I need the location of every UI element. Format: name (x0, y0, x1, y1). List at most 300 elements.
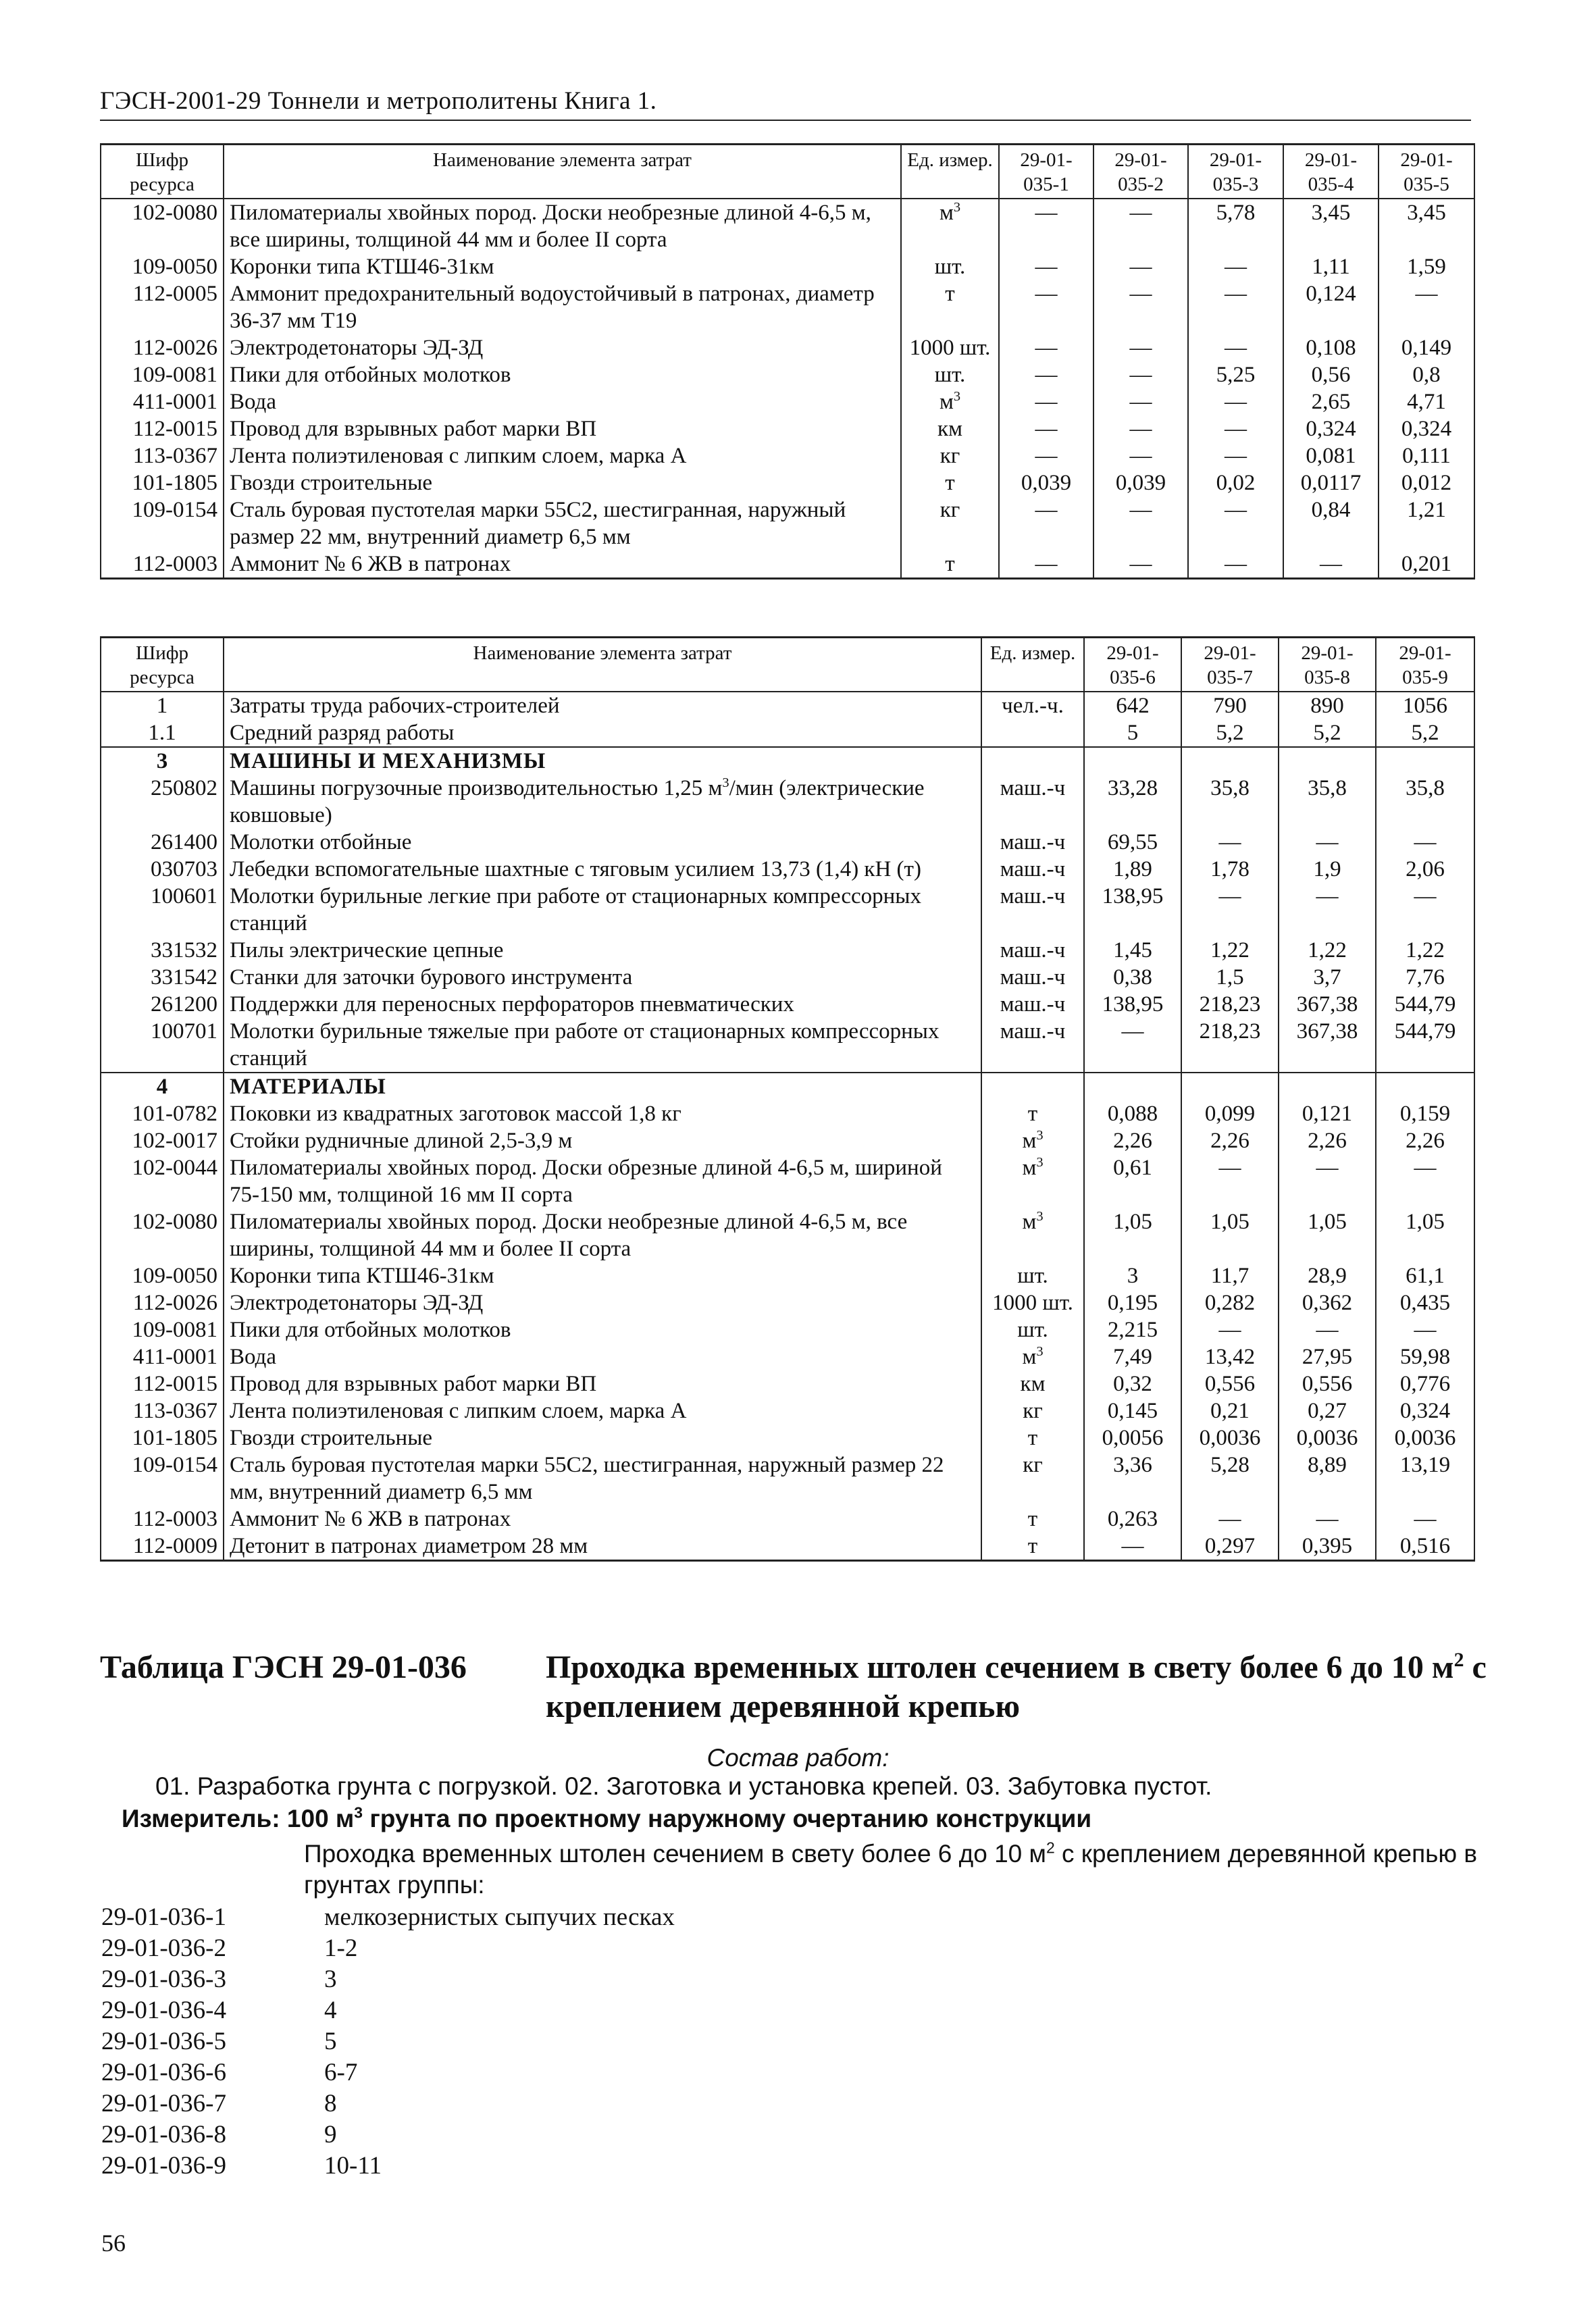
section-row (101, 747, 1474, 775)
rate-value: — (1376, 1506, 1474, 1533)
table-row (101, 1316, 1474, 1343)
resource-name: Лента полиэтиленовая с липким слоем, марка А (224, 442, 901, 469)
resource-code: 113-0367 (101, 1397, 224, 1424)
unit: кг (981, 1397, 1084, 1424)
item-desc: 4 (324, 1997, 337, 2024)
rate-value: 544,79 (1376, 1018, 1474, 1073)
rate-value: — (1093, 415, 1188, 442)
resource-table-035-6-9 (100, 636, 1475, 1562)
rate-value: 13,42 (1181, 1343, 1279, 1370)
table-title: Проходка временных штолен сечением в свету более 6 до 10 $м^2$ с креплением деревянной крепью (546, 1649, 1487, 1724)
table-row (101, 829, 1474, 856)
col-header-rate: 29-01-035-6 (1084, 638, 1181, 692)
rate-value: 7,76 (1376, 964, 1474, 991)
table-row (101, 1533, 1474, 1561)
resource-name: Молотки отбойные (224, 829, 981, 856)
rate-value (1084, 747, 1181, 775)
resource-name: Провод для взрывных работ марки ВП (224, 415, 901, 442)
rate-value: 0,324 (1376, 1397, 1474, 1424)
section-row (101, 1073, 1474, 1100)
rate-value: — (1093, 334, 1188, 361)
table-row (101, 1370, 1474, 1397)
unit: $м^3$ (901, 388, 999, 415)
resource-name: Пики для отбойных молотков (224, 1316, 981, 1343)
rate-value: 3 (1084, 1262, 1181, 1289)
rate-value: 2,06 (1376, 856, 1474, 883)
col-header-code: Шифр ресурса (101, 145, 224, 199)
rate-value: — (1093, 442, 1188, 469)
rate-value: 0,108 (1283, 334, 1379, 361)
resource-code: 109-0154 (101, 496, 224, 550)
resource-code: 100601 (101, 883, 224, 937)
table-row (101, 692, 1474, 719)
table-row (101, 469, 1474, 496)
rate-value: — (1279, 1154, 1376, 1208)
rate-value: 8,89 (1279, 1451, 1376, 1506)
table-row (101, 1100, 1474, 1127)
unit: т (981, 1100, 1084, 1127)
table-row (101, 280, 1474, 334)
resource-code: 101-1805 (101, 1424, 224, 1451)
rate-value: 0,0056 (1084, 1424, 1181, 1451)
unit: шт. (981, 1316, 1084, 1343)
rate-value: — (1283, 550, 1379, 579)
rate-value: 1,05 (1376, 1208, 1474, 1262)
unit: т (981, 1424, 1084, 1451)
resource-code: 250802 (101, 775, 224, 829)
rate-value: 1,22 (1279, 937, 1376, 964)
unit: км (981, 1370, 1084, 1397)
composition-text: 01. Разработка грунта с погрузкой. 02. Заготовка и установка крепей. 03. Забутовка пустот. (155, 1772, 1212, 1800)
resource-name: Коронки типа КТШ46-31км (224, 1262, 981, 1289)
rate-value: — (1188, 388, 1283, 415)
rate-value: 0,0036 (1279, 1424, 1376, 1451)
rate-value: 35,8 (1181, 775, 1279, 829)
unit: кг (981, 1451, 1084, 1506)
rate-value (1376, 747, 1474, 775)
table-row (101, 415, 1474, 442)
table-row (101, 883, 1474, 937)
item-desc: 1-2 (324, 1934, 358, 1962)
resource-name: Электродетонаторы ЭД-ЗД (224, 1289, 981, 1316)
rate-value: 69,55 (1084, 829, 1181, 856)
resource-name: Электродетонаторы ЭД-ЗД (224, 334, 901, 361)
unit (981, 1073, 1084, 1100)
rate-value: 4,71 (1379, 388, 1474, 415)
rate-value: 2,26 (1279, 1127, 1376, 1154)
unit: т (981, 1506, 1084, 1533)
resource-code: 1 (101, 692, 224, 719)
resource-code: 101-0782 (101, 1100, 224, 1127)
page-header: ГЭСН-2001-29 Тоннели и метрополитены Книга 1. (100, 86, 1471, 121)
rate-value: — (999, 388, 1093, 415)
resource-code: 112-0026 (101, 1289, 224, 1316)
item-code: 29-01-036-9 (101, 2152, 226, 2180)
rate-value: 0,039 (999, 469, 1093, 496)
table-row (101, 856, 1474, 883)
table-row (101, 388, 1474, 415)
measure-unit: Измеритель: 100 $м^3$ грунта по проектному наружному очертанию конструкции (122, 1803, 1092, 1832)
rate-value: 1,05 (1181, 1208, 1279, 1262)
rate-value: 0,0036 (1376, 1424, 1474, 1451)
col-header-rate: 29-01-035-1 (999, 145, 1093, 199)
table-row (101, 1154, 1474, 1208)
resource-code: 3 (101, 747, 224, 775)
rate-value: — (999, 361, 1093, 388)
resource-name: Пилы электрические цепные (224, 937, 981, 964)
rate-value: 0,02 (1188, 469, 1283, 496)
rate-value: — (999, 496, 1093, 550)
rate-value: 544,79 (1376, 991, 1474, 1018)
rate-value: — (1181, 1316, 1279, 1343)
resource-name: Гвозди строительные (224, 469, 901, 496)
rate-value: 35,8 (1376, 775, 1474, 829)
rate-value: — (1093, 496, 1188, 550)
table-row (101, 1424, 1474, 1451)
rate-value (1084, 1073, 1181, 1100)
rate-value: — (1093, 550, 1188, 579)
rate-value: 5,2 (1376, 719, 1474, 747)
list-item (101, 2057, 675, 2088)
rate-value: 0,556 (1279, 1370, 1376, 1397)
col-header-rate: 29-01-035-8 (1279, 638, 1376, 692)
unit: т (981, 1533, 1084, 1561)
rate-value: — (1376, 1316, 1474, 1343)
rate-value: — (1093, 388, 1188, 415)
unit: маш.-ч (981, 991, 1084, 1018)
rate-value: 1,45 (1084, 937, 1181, 964)
rate-value: 5,28 (1181, 1451, 1279, 1506)
table-row (101, 775, 1474, 829)
resource-name: Коронки типа КТШ46-31км (224, 253, 901, 280)
rate-value: — (1084, 1533, 1181, 1561)
unit: шт. (981, 1262, 1084, 1289)
resource-code: 411-0001 (101, 1343, 224, 1370)
list-item (101, 1995, 675, 2026)
rate-value: 0,124 (1283, 280, 1379, 334)
rate-value: — (1188, 496, 1283, 550)
rate-value: 0,099 (1181, 1100, 1279, 1127)
list-item (101, 1964, 675, 1995)
resource-name: Вода (224, 388, 901, 415)
rate-value: — (1181, 883, 1279, 937)
table-row (101, 991, 1474, 1018)
rate-value: 1,05 (1084, 1208, 1181, 1262)
rate-value: 367,38 (1279, 1018, 1376, 1073)
rate-value: 2,26 (1181, 1127, 1279, 1154)
unit: $м^3$ (901, 199, 999, 253)
unit: маш.-ч (981, 883, 1084, 937)
col-header-rate: 29-01-035-4 (1283, 145, 1379, 199)
rate-value (1181, 747, 1279, 775)
rate-value: 3,36 (1084, 1451, 1181, 1506)
resource-name: Гвозди строительные (224, 1424, 981, 1451)
col-header-name: Наименование элемента затрат (224, 145, 901, 199)
resource-name: Поковки из квадратных заготовок массой 1,8 кг (224, 1100, 981, 1127)
rate-value: — (999, 442, 1093, 469)
rate-value: — (1181, 829, 1279, 856)
rate-value: 35,8 (1279, 775, 1376, 829)
resource-code: 109-0050 (101, 253, 224, 280)
rate-value: — (1279, 829, 1376, 856)
resource-name: МАШИНЫ И МЕХАНИЗМЫ (224, 747, 981, 775)
rate-value: 3,7 (1279, 964, 1376, 991)
rate-value: 5,2 (1181, 719, 1279, 747)
table-row (101, 334, 1474, 361)
rate-value: — (999, 550, 1093, 579)
list-item (101, 2026, 675, 2057)
resource-name: Детонит в патронах диаметром 28 мм (224, 1533, 981, 1561)
rate-value: 28,9 (1279, 1262, 1376, 1289)
unit: кг (901, 442, 999, 469)
resource-name: Машины погрузочные производительностью 1,25 $м^3$/мин (электрические ковшовые) (224, 775, 981, 829)
rate-value: 2,26 (1376, 1127, 1474, 1154)
resource-name: Затраты труда рабочих-строителей (224, 692, 981, 719)
rate-value: 790 (1181, 692, 1279, 719)
rate-value: 27,95 (1279, 1343, 1376, 1370)
rate-value: — (1376, 883, 1474, 937)
item-code: 29-01-036-1 (101, 1903, 226, 1931)
item-code: 29-01-036-6 (101, 2059, 226, 2086)
unit: маш.-ч (981, 856, 1084, 883)
rate-value: — (1181, 1154, 1279, 1208)
unit: 1000 шт. (981, 1289, 1084, 1316)
rate-value: 218,23 (1181, 991, 1279, 1018)
rate-value: 7,49 (1084, 1343, 1181, 1370)
unit: кг (901, 496, 999, 550)
resource-name: Пиломатериалы хвойных пород. Доски обрезные длиной 4-6,5 м, шириной 75-150 мм, толщиной 16 мм II сорта (224, 1154, 981, 1208)
resource-code: 112-0026 (101, 334, 224, 361)
rate-value: 1,89 (1084, 856, 1181, 883)
rate-value: 1056 (1376, 692, 1474, 719)
composition-heading: Состав работ: (706, 1744, 890, 1772)
page-number: 56 (101, 2230, 126, 2257)
rate-value: 218,23 (1181, 1018, 1279, 1073)
rate-value: 0,012 (1379, 469, 1474, 496)
col-header-unit: Ед. измер. (901, 145, 999, 199)
rate-value: 0,282 (1181, 1289, 1279, 1316)
rate-value: 13,19 (1376, 1451, 1474, 1506)
col-header-unit: Ед. измер. (981, 638, 1084, 692)
rate-value: 2,215 (1084, 1316, 1181, 1343)
resource-code: 112-0015 (101, 1370, 224, 1397)
rate-value: — (999, 199, 1093, 253)
unit: маш.-ч (981, 937, 1084, 964)
item-desc: 9 (324, 2121, 337, 2149)
item-desc: 10-11 (324, 2152, 382, 2180)
resource-code: 109-0154 (101, 1451, 224, 1506)
resource-name: Пиломатериалы хвойных пород. Доски необрезные длиной 4-6,5 м, все ширины, толщиной 44 мм и более II сорта (224, 1208, 981, 1262)
rate-value: — (999, 253, 1093, 280)
rate-value: — (1093, 253, 1188, 280)
rate-value (1181, 1073, 1279, 1100)
resource-code: 4 (101, 1073, 224, 1100)
col-header-name: Наименование элемента затрат (224, 638, 981, 692)
resource-code: 331542 (101, 964, 224, 991)
resource-name: Сталь буровая пустотелая марки 55С2, шестигранная, наружный размер 22 мм, внутренний диаметр 6,5 мм (224, 1451, 981, 1506)
rate-value: 0,395 (1279, 1533, 1376, 1561)
resource-name: Пики для отбойных молотков (224, 361, 901, 388)
rate-value: 3,45 (1379, 199, 1474, 253)
resource-code: 109-0081 (101, 1316, 224, 1343)
rate-value: 0,0117 (1283, 469, 1379, 496)
col-header-rate: 29-01-035-3 (1188, 145, 1283, 199)
rate-value: 1,9 (1279, 856, 1376, 883)
unit: $м^3$ (981, 1154, 1084, 1208)
resource-code: 101-1805 (101, 469, 224, 496)
resource-name: Лента полиэтиленовая с липким слоем, марка А (224, 1397, 981, 1424)
rate-value: — (1379, 280, 1474, 334)
rate-value: — (1188, 415, 1283, 442)
rate-value: — (1279, 1506, 1376, 1533)
unit: $м^3$ (981, 1208, 1084, 1262)
rate-value: 0,111 (1379, 442, 1474, 469)
rate-value: 367,38 (1279, 991, 1376, 1018)
item-code: 29-01-036-7 (101, 2090, 226, 2117)
item-desc: 3 (324, 1965, 337, 1993)
resource-name: Аммонит № 6 ЖВ в патронах (224, 1506, 981, 1533)
resource-code: 102-0080 (101, 1208, 224, 1262)
rate-value: 0,8 (1379, 361, 1474, 388)
table-header-row (101, 145, 1474, 199)
resource-name: Провод для взрывных работ марки ВП (224, 1370, 981, 1397)
unit (981, 719, 1084, 747)
rate-value: 33,28 (1084, 775, 1181, 829)
resource-name: Стойки рудничные длиной 2,5-3,9 м (224, 1127, 981, 1154)
item-code: 29-01-036-8 (101, 2121, 226, 2149)
unit: т (901, 469, 999, 496)
rate-value: — (1084, 1018, 1181, 1073)
resource-code: 1.1 (101, 719, 224, 747)
unit: км (901, 415, 999, 442)
table-row (101, 442, 1474, 469)
resource-name: Молотки бурильные тяжелые при работе от стационарных компрессорных станций (224, 1018, 981, 1073)
resource-code: 112-0003 (101, 1506, 224, 1533)
rate-value: — (1188, 334, 1283, 361)
resource-code: 331532 (101, 937, 224, 964)
resource-code: 113-0367 (101, 442, 224, 469)
table-label: Таблица ГЭСН 29-01-036 (100, 1649, 467, 1685)
resource-code: 112-0015 (101, 415, 224, 442)
table-row (101, 1018, 1474, 1073)
resource-code: 261400 (101, 829, 224, 856)
rate-value: 0,324 (1379, 415, 1474, 442)
rate-value: 0,435 (1376, 1289, 1474, 1316)
rate-value: 890 (1279, 692, 1376, 719)
rate-value: 0,081 (1283, 442, 1379, 469)
resource-name: Пиломатериалы хвойных пород. Доски необрезные длиной 4-6,5 м, все ширины, толщиной 44 мм и более II сорта (224, 199, 901, 253)
rate-value: 2,26 (1084, 1127, 1181, 1154)
list-item (101, 2088, 675, 2119)
resource-table-035-1-5 (100, 143, 1475, 580)
item-code: 29-01-036-5 (101, 2028, 226, 2055)
table-row (101, 1397, 1474, 1424)
rate-value: 2,65 (1283, 388, 1379, 415)
resource-name: Средний разряд работы (224, 719, 981, 747)
table-row (101, 1451, 1474, 1506)
table-row (101, 937, 1474, 964)
rate-value: — (1181, 1506, 1279, 1533)
rate-value: — (1279, 1316, 1376, 1343)
table-row (101, 1506, 1474, 1533)
intro-text: Проходка временных штолен сечением в свету более 6 до 10 $м^2$ с креплением деревянной крепью в грунтах группы: (304, 1839, 1478, 1899)
rate-value: 1,59 (1379, 253, 1474, 280)
item-code: 29-01-036-3 (101, 1965, 226, 1993)
resource-name: Поддержки для переносных перфораторов пневматических (224, 991, 981, 1018)
table-row (101, 719, 1474, 747)
rate-value: 0,263 (1084, 1506, 1181, 1533)
rate-value: 5 (1084, 719, 1181, 747)
rate-value (1279, 747, 1376, 775)
resource-code: 411-0001 (101, 388, 224, 415)
table-row (101, 964, 1474, 991)
item-desc: 6-7 (324, 2059, 358, 2086)
rate-value: 642 (1084, 692, 1181, 719)
resource-code: 100701 (101, 1018, 224, 1073)
rate-value: 1,11 (1283, 253, 1379, 280)
resource-code: 030703 (101, 856, 224, 883)
item-code: 29-01-036-2 (101, 1934, 226, 1962)
table-row (101, 1262, 1474, 1289)
table-row (101, 199, 1474, 253)
rate-value: 1,78 (1181, 856, 1279, 883)
unit: маш.-ч (981, 775, 1084, 829)
rate-value: 0,088 (1084, 1100, 1181, 1127)
item-desc: мелкозернистых сыпучих песках (324, 1903, 675, 1931)
rate-value: — (1279, 883, 1376, 937)
rate-value: 0,039 (1093, 469, 1188, 496)
rate-value: 138,95 (1084, 991, 1181, 1018)
rate-value: 1,22 (1181, 937, 1279, 964)
table-row (101, 1289, 1474, 1316)
rate-value: 0,38 (1084, 964, 1181, 991)
rate-value: 59,98 (1376, 1343, 1474, 1370)
rate-value: — (999, 334, 1093, 361)
rate-value: 61,1 (1376, 1262, 1474, 1289)
rate-value (1376, 1073, 1474, 1100)
col-header-rate: 29-01-035-2 (1093, 145, 1188, 199)
col-header-rate: 29-01-035-9 (1376, 638, 1474, 692)
rate-value: 0,32 (1084, 1370, 1181, 1397)
table-row (101, 253, 1474, 280)
table-header-row (101, 638, 1474, 692)
unit: т (901, 280, 999, 334)
table-row (101, 361, 1474, 388)
rate-value: 11,7 (1181, 1262, 1279, 1289)
item-code: 29-01-036-4 (101, 1997, 226, 2024)
resource-name: Вода (224, 1343, 981, 1370)
unit: $м^3$ (981, 1127, 1084, 1154)
rate-value: 0,56 (1283, 361, 1379, 388)
rate-value: 1,05 (1279, 1208, 1376, 1262)
col-header-rate: 29-01-035-7 (1181, 638, 1279, 692)
resource-name: Станки для заточки бурового инструмента (224, 964, 981, 991)
list-item (101, 1933, 675, 1964)
rate-value: — (1093, 199, 1188, 253)
item-desc: 5 (324, 2028, 337, 2055)
rate-value: 5,25 (1188, 361, 1283, 388)
table-row (101, 1208, 1474, 1262)
rate-value: — (999, 280, 1093, 334)
unit: т (901, 550, 999, 579)
rate-value: — (1188, 550, 1283, 579)
rate-value: 0,159 (1376, 1100, 1474, 1127)
resource-code: 112-0005 (101, 280, 224, 334)
resource-code: 109-0050 (101, 1262, 224, 1289)
rate-value: 0,324 (1283, 415, 1379, 442)
item-desc: 8 (324, 2090, 337, 2117)
rate-value: — (1376, 829, 1474, 856)
